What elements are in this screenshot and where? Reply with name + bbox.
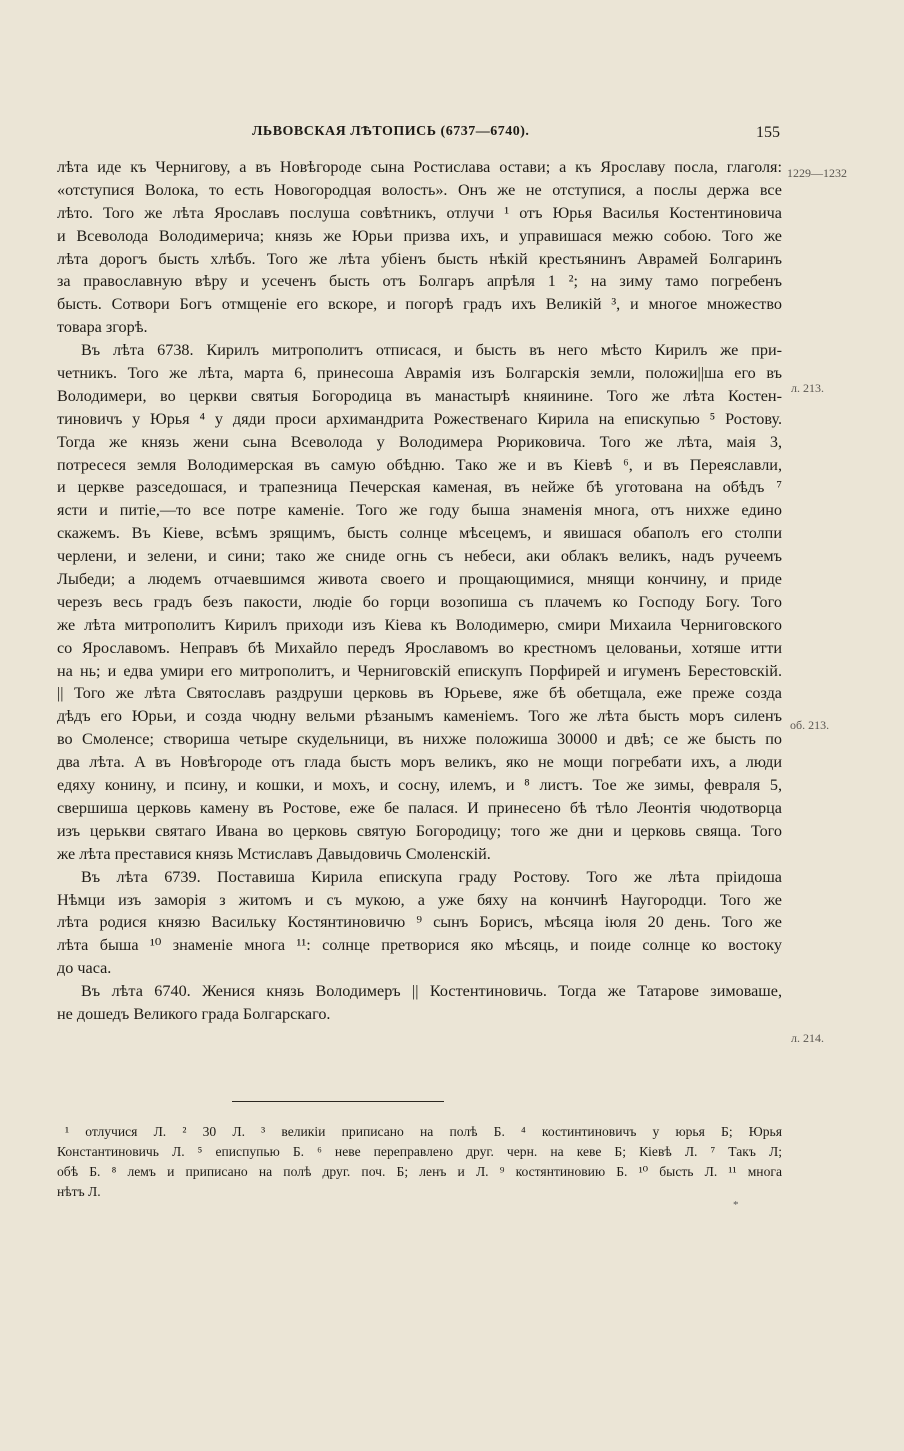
text-line: ясти и питіе,—то все потре каменіе. Того же году быша знаменія многа, отъ нихже едино [57,501,782,520]
text-line: два лѣта. А въ Новѣгороде отъ глада бысть моръ великъ, яко не мощи погребати ихъ, а люди [57,753,782,772]
text-line: до часа. [57,959,112,978]
text-line: тиновичъ у Юрья ⁴ у дяди проси архимандрита Рожественаго Кирила на епискупью ⁵ Ростову. [57,409,782,428]
page-header [0,124,904,148]
text-line: изъ церькви святаго Ивана во церковь святую Богородицу; того же дни и церковь свяща. Того [57,821,782,840]
running-title: ЛЬВОВСКАЯ ЛѢТОПИСЬ (6737—6740). [252,124,530,139]
text-line: четникъ. Того же лѣта, марта 6, принесоша Аврамія изъ Болгарскія земли, положи||ша его въ [57,364,782,383]
text-line: лѣто. Того же лѣта Ярославъ послуша совѣтникъ, отлучи ¹ отъ Юрья Василья Костентиновича [57,203,782,222]
text-line: черезъ весь градъ безъ пакости, людіе бо горци возопиша съ плачемъ ко Господу Богу. Того [57,592,782,611]
text-line: лѣта быша ¹⁰ знаменіе многа ¹¹: солнце претворися яко мѣсяць, и поиде солнце ко востоку [57,936,782,955]
text-line: со Ярославомъ. Неправъ бѣ Михайло передъ Ярославомъ во крестномъ целованьи, хотяше итти [57,638,782,657]
text-line: же лѣта митрополитъ Кирилъ приходи изъ Кіева къ Володимерю, смири Михаила Черниговского [57,615,782,634]
footnote-divider [232,1101,444,1102]
footnote-line: Константиновичь Л. ⁵ епиcпупью Б. ⁶ неве переправлено друг. черн. на кеве Б; Кіевѣ Л. ⁷ Такъ Л; [57,1144,782,1159]
text-line: дѣдъ его Юрьи, и созда чюдну вельми рѣзанымъ каменіемъ. Того же лѣта бысть моръ силенъ [57,707,782,726]
text-line: и Всеволода Володимерича; князь же Юрьи призва ихъ, и управишася межю собою. Того же [57,226,782,245]
text-line: черлени, и зелени, и сини; тако же сниде огнь съ небеси, аки облакъ великъ, надъ ручеемъ [57,547,782,566]
text-line: свершиша церковь камену въ Ростове, еже бе палася. И принесено бѣ тѣло Леонтія чюдотворца [57,798,782,817]
text-line: Володимери, во церкви святыя Богородица въ манастырѣ княинине. Того же лѣта Костен- [57,386,782,405]
stray-mark: * [733,1199,739,1211]
text-line: Въ лѣта 6740. Женися князь Володимеръ || Костентиновичь. Тогда же Татарове зимоваше, [81,982,782,1001]
text-line: лѣта иде къ Чернигову, а въ Новѣгороде сына Ростислава остави; а къ Ярославу посла, глаголя: [57,158,782,176]
margin-note-leaf: л. 213. [791,381,824,395]
footnote-line: нѣтъ Л. [57,1184,101,1199]
text-line: во Смоленсе; створиша четыре скудельници, въ нихже положиша 30000 и двѣ; се же бысть по [57,730,782,749]
text-line: скажемъ. Въ Кіеве, всѣмъ зрящимъ, бысть солнце мѣсецемъ, и явишася обаполъ его столпи [57,524,782,543]
chronicle-text [57,156,782,1026]
text-line: «отступися Волока, то есть Новогородцая волость». Онъ же не отступися, а послы держа все [57,180,782,199]
text-line: Въ лѣта 6739. Поставиша Кирила епискупа граду Ростову. Того же лѣта пріидоша [81,867,782,886]
text-line: за православную вѣру и усеченъ бысть отъ Болгаръ апрѣля 1 ²; на зиму тамо погребенъ [57,272,782,291]
text-line: Нѣмци изъ заморія з житомъ и съ мукою, а уже бяху на кончинѣ Наугородци. Того же [57,890,782,909]
text-line: и церкве разседошася, и трапезница Печерская каменая, въ нейже бѣ уготована на обѣдъ ⁷ [57,478,782,497]
margin-note-leaf: л. 214. [791,1031,824,1045]
footnote-line: обѣ Б. ⁸ лемъ и приписано на полѣ друг. поч. Б; ленъ и Л. ⁹ костянтиновию Б. ¹⁰ бысть Л. ¹¹ многа [57,1164,782,1179]
text-line: едяху конину, и псину, и кошки, и мохъ, и сосну, илемъ, и ⁸ листъ. Тое же зимы, февраля 5, [57,776,782,795]
text-line: Тогда же князь жени сына Всеволода у Володимера Рюриковича. Того же лѣта, маія 3, [57,432,782,451]
text-line: Лыбеди; а людемъ отчаевшимся живота своего и прощающимися, мнящи кончину, и приде [57,570,782,589]
text-line: не дошедъ Великого града Болгарскаго. [57,1004,331,1023]
margin-note-years: 1229—1232 [787,166,847,180]
text-line: же лѣта преставися князь Мстиславъ Давыдовичь Смоленскій. [57,844,491,863]
text-line: лѣта дорогъ бысть хлѣбъ. Того же лѣта убіенъ бысть нѣкій крестьянинъ Аврамей Болгаринъ [57,249,782,268]
text-line: лѣта родися князю Васильку Костянтиновичю ⁹ сынъ Борисъ, мѣсяца іюля 20 день. Того же [57,913,782,932]
margin-note-leaf-verso: об. 213. [790,718,830,732]
page-number: 155 [756,124,780,141]
text-line: бысть. Сотвори Богъ отмщеніе его вскоре, и погорѣ градъ ихъ Великій ³, и многое множество [57,295,782,314]
footnote-line: ¹ отлучися Л. ² 30 Л. ³ великіи приписано на полѣ Б. ⁴ костинтиновичъ у юрья Б; Юрья [65,1124,782,1139]
text-line: Въ лѣта 6738. Кирилъ митрополитъ отписася, и бысть въ него мѣсто Кирилъ же при- [81,341,782,360]
text-line: потресеся земля Володимерская въ самую обѣдню. Тако же и въ Кіевѣ ⁶, и въ Переяславли, [57,455,782,474]
text-line: товара згорѣ. [57,318,148,337]
text-line: || Того же лѣта Святославъ раздруши церковь въ Юрьеве, яже бѣ обетщала, еже преже созда [57,684,782,703]
text-line: на нь; и едва умири его митрополитъ, и Черниговскій епискупъ Порфирей и игуменъ Берестовскій. [57,661,782,680]
footnotes [57,1122,782,1202]
